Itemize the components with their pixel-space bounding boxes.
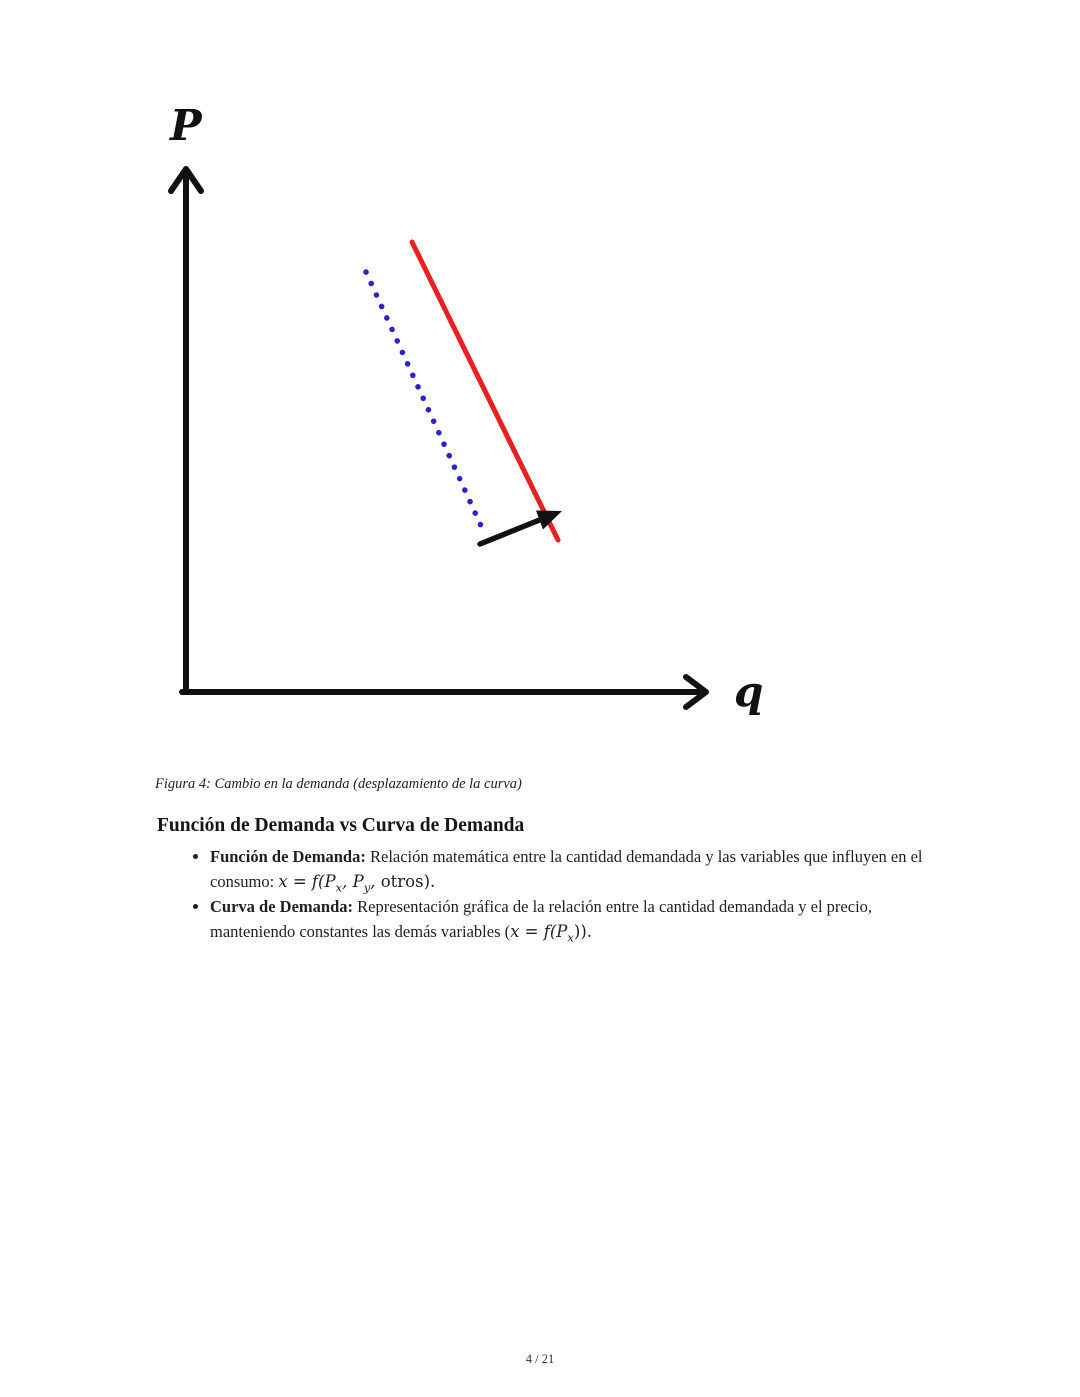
y-axis-label: P [170, 101, 202, 150]
list-item-curva-de-demanda [210, 894, 930, 944]
new-demand-curve [412, 242, 558, 540]
list-item-funcion-de-demanda [210, 844, 930, 894]
demand-shift-chart [150, 92, 790, 742]
bullet-text: Representación gráfica de la relación entre la cantidad demandada y el precio, manteniendo constantes las demás variables ( [210, 897, 873, 941]
math-expression: $x = f(P_x$, $P_y$, otros). [278, 872, 436, 895]
bullet-list [186, 844, 930, 944]
figure-4 [150, 92, 790, 742]
bullet-term: Función de Demanda: [210, 847, 366, 866]
page-number: 4 / 21 [525, 1352, 555, 1366]
x-axis-label: q [734, 667, 764, 716]
math-expression: $x = f(P_x)$). [510, 922, 593, 945]
bullet-text: Relación matemática entre la cantidad demandada y las variables que influyen en el consumo: [210, 847, 923, 891]
original-demand-curve [366, 272, 482, 528]
shift-arrow [480, 519, 542, 544]
bullet-term: Curva de Demanda: [210, 897, 353, 916]
figure-caption: Figura 4: Cambio en la demanda (desplazamiento de la curva) [155, 776, 522, 792]
section-heading: Función de Demanda vs Curva de Demanda [157, 815, 525, 836]
